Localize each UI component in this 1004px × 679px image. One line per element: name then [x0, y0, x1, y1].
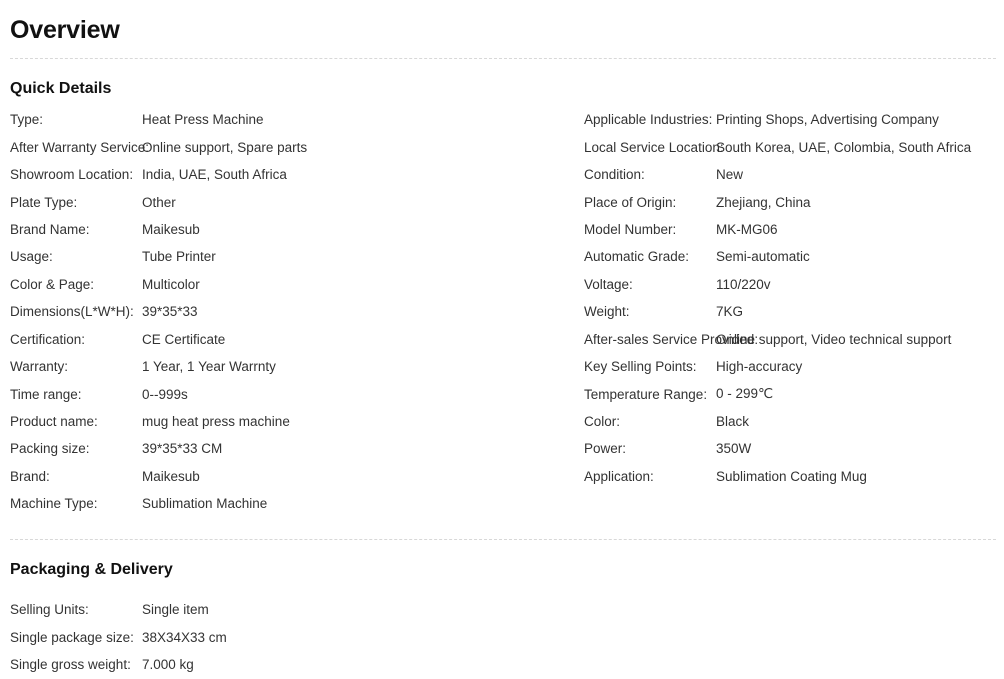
- detail-label: Type:: [10, 112, 44, 128]
- detail-label: Temperature Range:: [584, 386, 708, 402]
- detail-value: 7KG: [716, 304, 744, 320]
- detail-value: 110/220v: [716, 276, 771, 292]
- detail-label: Single package size:: [10, 629, 134, 645]
- detail-value: Online support, Spare parts: [142, 139, 308, 155]
- detail-label: Place of Origin:: [584, 194, 677, 210]
- detail-row: [584, 216, 1004, 243]
- section-divider: [10, 539, 996, 540]
- detail-label: Condition:: [584, 167, 645, 183]
- detail-value: Tube Printer: [142, 249, 216, 265]
- detail-label: Dimensions(L*W*H):: [10, 304, 134, 320]
- detail-row: [10, 596, 430, 623]
- detail-value: Sublimation Coating Mug: [716, 468, 867, 484]
- detail-value: Multicolor: [142, 276, 200, 292]
- detail-row: [10, 623, 430, 650]
- detail-value: India, UAE, South Africa: [142, 167, 287, 183]
- packaging-delivery-list: [10, 596, 430, 678]
- detail-row: [584, 298, 1004, 325]
- quick-details-title: Quick Details: [10, 80, 112, 97]
- detail-row: [10, 243, 430, 270]
- detail-label: Certification:: [10, 331, 86, 347]
- detail-row: [584, 271, 1004, 298]
- detail-label: Usage:: [10, 249, 53, 265]
- detail-row: [10, 651, 430, 678]
- detail-row: [10, 490, 430, 517]
- overview-divider: [10, 58, 996, 59]
- detail-row: [584, 326, 1004, 353]
- detail-value: CE Certificate: [142, 331, 226, 347]
- detail-row: [584, 408, 1004, 435]
- detail-value: mug heat press machine: [142, 414, 290, 430]
- detail-label: Single gross weight:: [10, 657, 131, 673]
- detail-row: [10, 188, 430, 215]
- detail-value: 38X34X33 cm: [142, 629, 227, 645]
- detail-value: 39*35*33: [142, 304, 198, 320]
- detail-label: Color & Page:: [10, 276, 95, 292]
- detail-row: [584, 463, 1004, 490]
- detail-label: Brand:: [10, 468, 50, 484]
- detail-row: [584, 243, 1004, 270]
- detail-label: Warranty:: [10, 359, 69, 375]
- detail-row: [584, 380, 1004, 407]
- detail-row: [10, 380, 430, 407]
- detail-row: [10, 271, 430, 298]
- detail-value: Single item: [142, 602, 209, 618]
- detail-label: Plate Type:: [10, 194, 78, 210]
- detail-label: Product name:: [10, 414, 98, 430]
- detail-label: After Warranty Service:: [10, 139, 150, 155]
- detail-row: [10, 408, 430, 435]
- detail-value: Black: [716, 414, 750, 430]
- detail-label: Machine Type:: [10, 496, 98, 512]
- detail-row: [10, 298, 430, 325]
- detail-row: [584, 353, 1004, 380]
- detail-label: Applicable Industries:: [584, 112, 713, 128]
- overview-title: Overview: [10, 16, 120, 44]
- detail-label: Packing size:: [10, 441, 90, 457]
- detail-label: Showroom Location:: [10, 167, 134, 183]
- detail-value: New: [716, 167, 744, 183]
- detail-row: [10, 326, 430, 353]
- detail-row: [10, 106, 430, 133]
- detail-row: [584, 106, 1004, 133]
- detail-value: Zhejiang, China: [716, 194, 811, 210]
- detail-row: [10, 353, 430, 380]
- detail-label: Application:: [584, 468, 654, 484]
- detail-label: Brand Name:: [10, 221, 90, 237]
- detail-label: Automatic Grade:: [584, 249, 690, 265]
- detail-row: [10, 133, 430, 160]
- detail-value: Heat Press Machine: [142, 112, 264, 128]
- detail-value: 1 Year, 1 Year Warrnty: [142, 359, 276, 375]
- detail-label: Color:: [584, 414, 621, 430]
- detail-label: Local Service Location:: [584, 139, 724, 155]
- quick-details-left-column: [10, 106, 430, 518]
- detail-label: Model Number:: [584, 221, 677, 237]
- detail-value: 7.000 kg: [142, 657, 194, 673]
- detail-value: South Korea, UAE, Colombia, South Africa: [716, 139, 972, 155]
- detail-value: 39*35*33 CM: [142, 441, 223, 457]
- detail-row: [584, 133, 1004, 160]
- detail-value: 0 - 299℃: [716, 386, 774, 402]
- detail-label: Voltage:: [584, 276, 633, 292]
- detail-row: [584, 161, 1004, 188]
- detail-value: High-accuracy: [716, 359, 803, 375]
- detail-value: Other: [142, 194, 176, 210]
- detail-label: Power:: [584, 441, 627, 457]
- detail-value: 350W: [716, 441, 752, 457]
- detail-value: Printing Shops, Advertising Company: [716, 112, 939, 128]
- detail-row: [10, 463, 430, 490]
- detail-label: Key Selling Points:: [584, 359, 697, 375]
- quick-details-right-column: [584, 106, 1004, 490]
- detail-row: [584, 435, 1004, 462]
- detail-row: [10, 161, 430, 188]
- detail-value: MK-MG06: [716, 221, 778, 237]
- detail-label: After-sales Service Provided:: [584, 331, 759, 347]
- detail-value: Semi-automatic: [716, 249, 810, 265]
- detail-value: Maikesub: [142, 468, 200, 484]
- detail-label: Selling Units:: [10, 602, 89, 618]
- detail-label: Time range:: [10, 386, 82, 402]
- packaging-delivery-title: Packaging & Delivery: [10, 561, 173, 578]
- detail-row: [10, 435, 430, 462]
- detail-label: Weight:: [584, 304, 630, 320]
- detail-value: Sublimation Machine: [142, 496, 268, 512]
- detail-value: Maikesub: [142, 221, 200, 237]
- detail-value: 0--999s: [142, 386, 188, 402]
- detail-row: [10, 216, 430, 243]
- detail-row: [584, 188, 1004, 215]
- detail-value: Online support, Video technical support: [716, 331, 952, 347]
